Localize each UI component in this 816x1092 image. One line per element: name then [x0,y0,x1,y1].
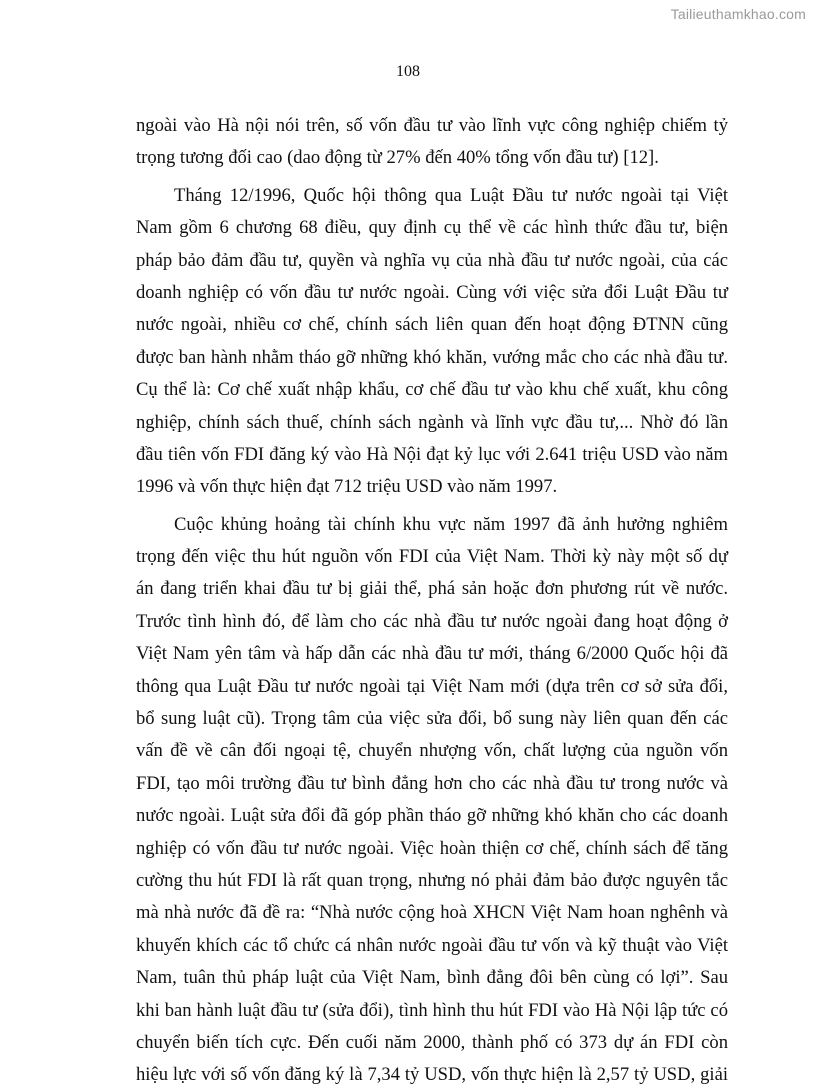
text-line: mà nhà nước đã đề ra: “Nhà nước cộng hoà XHCN Việt Nam hoan nghênh và [136,902,728,924]
text-line: vấn đề về cân đối ngoại tệ, chuyển nhượng vốn, chất lượng của nguồn vốn [136,740,728,762]
text-line: khuyến khích các tổ chức cá nhân nước ngoài đầu tư vốn và kỹ thuật vào Việt [136,934,728,956]
watermark-text: Tailieuthamkhao.com [670,6,806,22]
document-body [136,110,728,1092]
text-line: được ban hành nhằm tháo gỡ những khó khăn, vướng mắc cho các nhà đầu tư. [136,346,728,368]
text-line: 1996 và vốn thực hiện đạt 712 triệu USD vào năm 1997. [136,476,558,498]
paragraph-1 [136,110,728,175]
text-line: nước ngoài. Luật sửa đổi đã góp phần tháo gỡ những khó khăn cho các doanh [136,805,728,827]
text-line: bổ sung luật cũ). Trọng tâm của việc sửa đổi, bổ sung này liên quan đến các [136,708,728,730]
text-line: Nam, tuân thủ pháp luật của Việt Nam, bình đẳng đôi bên cùng có lợi”. Sau [136,967,728,989]
text-line: Trước tình hình đó, để làm cho các nhà đầu tư nước ngoài đang hoạt động ở [136,610,728,632]
text-line: khi ban hành luật đầu tư (sửa đổi), tình hình thu hút FDI vào Hà Nội lập tức có [136,999,728,1021]
text-line: chuyển biến tích cực. Đến cuối năm 2000, thành phố có 373 dự án FDI còn [136,1031,728,1053]
text-line: Việt Nam yên tâm và hấp dẫn các nhà đầu tư mới, tháng 6/2000 Quốc hội đã [136,643,728,665]
text-line: FDI, tạo môi trường đầu tư bình đẳng hơn cho các nhà đầu tư trong nước và [136,772,728,794]
text-line: nghiệp, chính sách thuế, chính sách ngành và lĩnh vực đầu tư,... Nhờ đó lần [136,411,728,433]
text-line: Cụ thể là: Cơ chế xuất nhập khẩu, cơ chế đầu tư vào khu chế xuất, khu công [136,379,728,401]
paragraph-3 [136,509,728,1092]
text-line: Tháng 12/1996, Quốc hội thông qua Luật Đầu tư nước ngoài tại Việt [174,184,728,206]
text-line: án đang triển khai đầu tư bị giải thể, phá sản hoặc đơn phương rút về nước. [136,578,728,600]
page-number: 108 [396,63,420,80]
text-line: ngoài vào Hà nội nói trên, số vốn đầu tư vào lĩnh vực công nghiệp chiếm tỷ [136,115,728,136]
text-line: Nam gồm 6 chương 68 điều, quy định cụ thể về các hình thức đầu tư, biện [136,217,728,239]
paragraph-2 [136,180,728,504]
text-line: nước ngoài, nhiều cơ chế, chính sách liên quan đến hoạt động ĐTNN cũng [136,314,728,336]
text-line: doanh nghiệp có vốn đầu tư nước ngoài. Cùng với việc sửa đổi Luật Đầu tư [136,281,728,303]
text-line: hiệu lực với số vốn đăng ký là 7,34 tỷ USD, vốn thực hiện là 2,57 tỷ USD, giải [136,1064,728,1086]
text-line: cường thu hút FDI là rất quan trọng, nhưng nó phải đảm bảo được nguyên tắc [136,869,728,891]
text-line: thông qua Luật Đầu tư nước ngoài tại Việt Nam mới (dựa trên cơ sở sửa đổi, [136,675,728,697]
text-line: nghiệp có vốn đầu tư nước ngoài. Việc hoàn thiện cơ chế, chính sách để tăng [136,837,728,859]
text-line: trọng tương đối cao (dao động từ 27% đến 40% tổng vốn đầu tư) [12]. [136,147,659,169]
text-line: đầu tiên vốn FDI đăng ký vào Hà Nội đạt kỷ lục với 2.641 triệu USD vào năm [136,443,728,465]
text-line: trọng đến việc thu hút nguồn vốn FDI của Việt Nam. Thời kỳ này một số dự [136,546,728,568]
text-line: pháp bảo đảm đầu tư, quyền và nghĩa vụ của nhà đầu tư nước ngoài, của các [136,249,728,271]
text-line: Cuộc khủng hoảng tài chính khu vực năm 1997 đã ảnh hưởng nghiêm [174,513,728,535]
